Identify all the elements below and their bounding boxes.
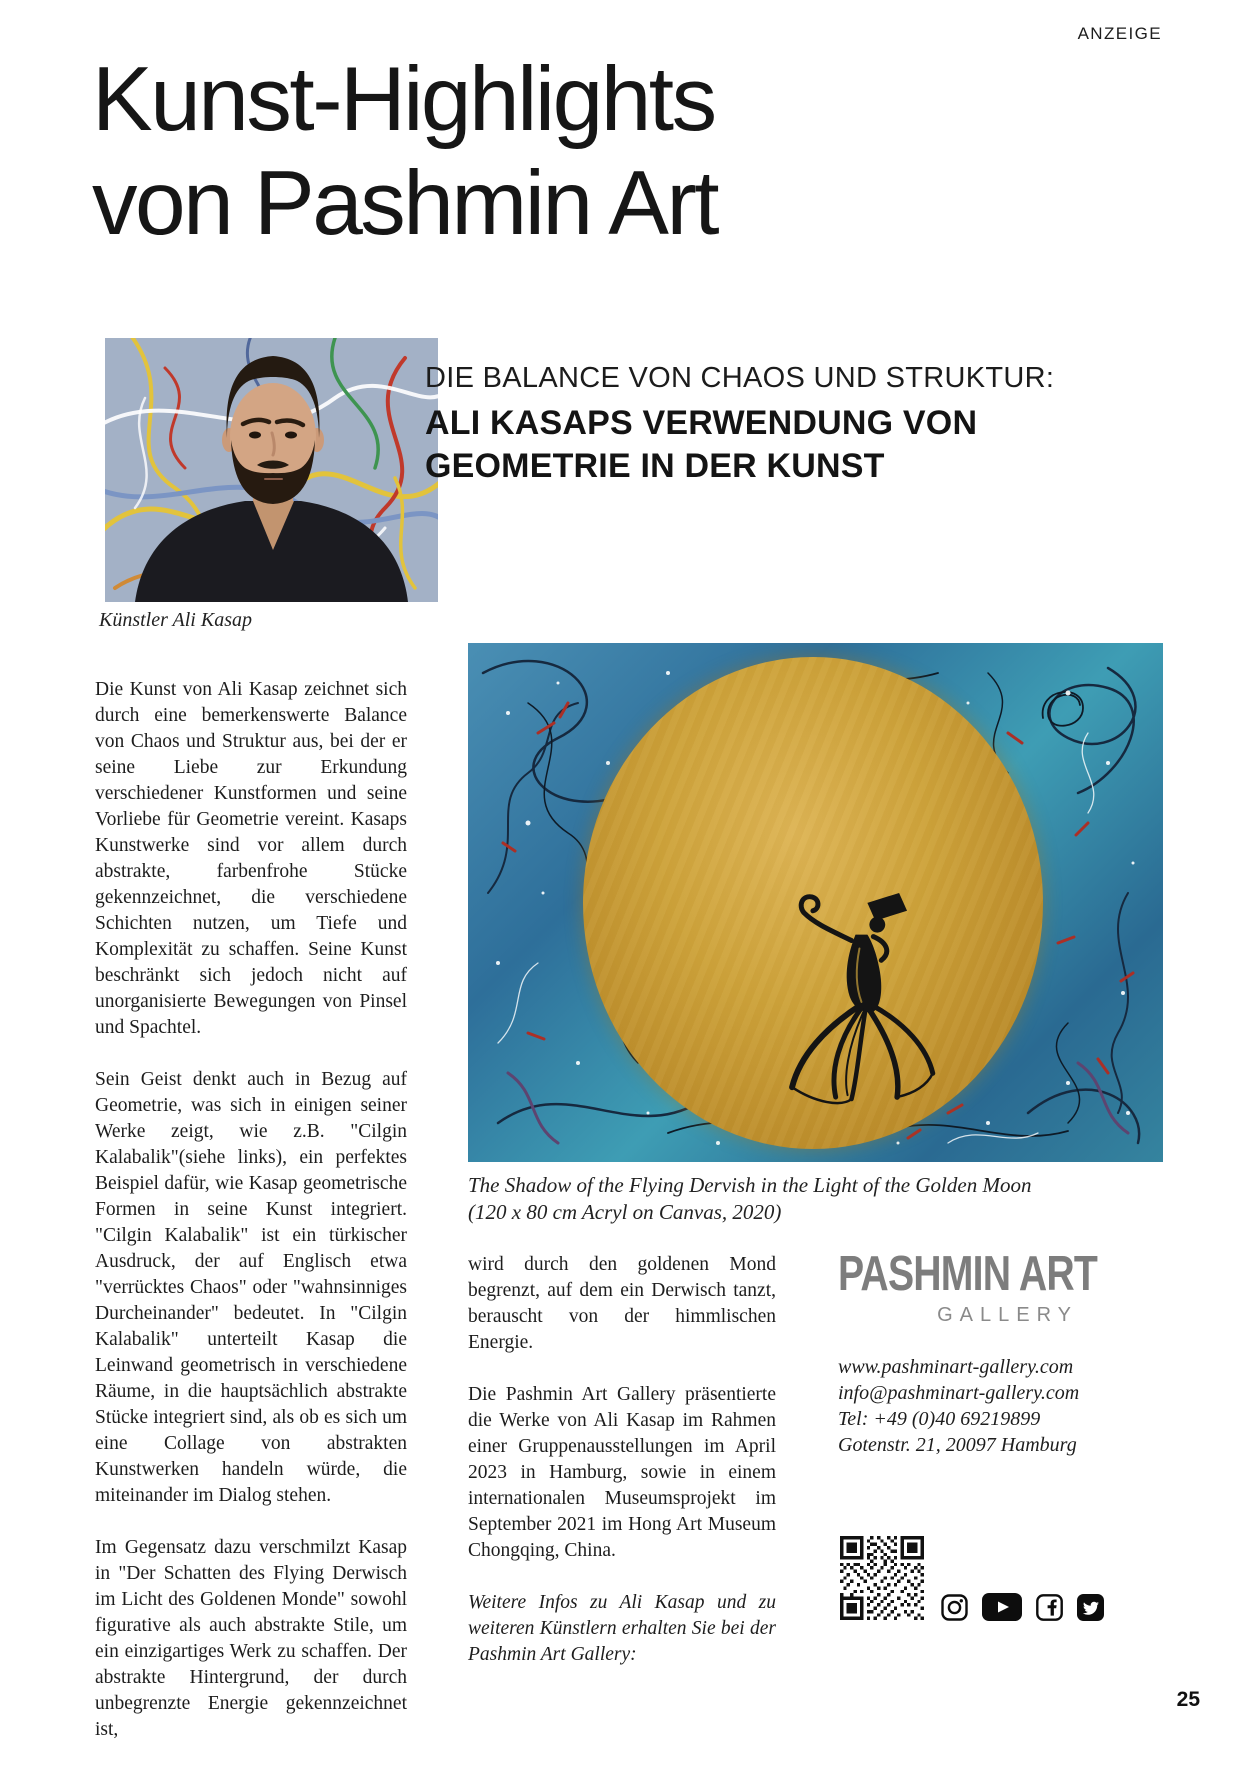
headline <box>425 402 977 488</box>
social-icons <box>941 1593 1104 1621</box>
paragraph: Die Kunst von Ali Kasap zeichnet sich durch eine bemerkenswerte Balance von Chaos und Struktur aus, bei der er seine Liebe zur Erkundung verschiedener Kunstformen und seine Vorliebe für Geometrie vereint. Kasaps Kunstwerke sind vor allem durch abstrakte, farbenfrohe Stücke gekennzeichnet, die verschiedene Schichten nutzen, um Tiefe und Komplexität zu schaffen. Seine Kunst beschränkt sich jedoch nicht auf unorganisierte Bewegungen von Pinsel und Spachtel. <box>95 679 407 1038</box>
instagram-icon[interactable] <box>941 1594 968 1621</box>
gallery-website-link[interactable]: www.pashminart-gallery.com <box>838 1356 1074 1378</box>
gallery-logo-wordmark: PASHMIN ART <box>838 1247 1098 1301</box>
paragraph: wird durch den goldenen Mond begrenzt, auf dem ein Derwisch tanzt, berauscht von der himmlischen Energie. <box>468 1254 776 1353</box>
gallery-phone: Tel: +49 (0)40 69219899 <box>838 1408 1041 1430</box>
paragraph: Sein Geist denkt auch in Bezug auf Geometrie, was sich in einigen seiner Werke zeigt, wie z.B. "Cilgin Kalabalik"(siehe links), ein perfektes Beispiel dafür, wie Kasap geometrische Formen in seine Kunst integriert. "Cilgin Kalabalik" ist ein türkischer Ausdruck, der auf Englisch etwa "verrücktes Chaos" oder "wahnsinniges Durcheinander" bedeutet. In "Cilgin Kalabalik" unterteilt Kasap die Leinwand geometrisch in verschiedene Räume, in die hauptsächlich abstrakte Stücke integriert sind, als ob es sich um eine Collage von abstrakten Kunstwerken handeln würde, die miteinander im Dialog stehen. <box>95 1069 407 1506</box>
gallery-logo <box>838 1247 1098 1327</box>
article-left-column <box>95 677 407 1769</box>
page-number: 25 <box>1176 1688 1200 1711</box>
artist-photo-illustration <box>105 338 438 602</box>
ad-label: ANZEIGE <box>1077 24 1162 43</box>
headline-line2: GEOMETRIE IN DER KUNST <box>425 447 885 485</box>
headline-kicker: DIE BALANCE VON CHAOS UND STRUKTUR: <box>425 362 1055 394</box>
paragraph: Die Pashmin Art Gallery präsentierte die Werke von Ali Kasap im Rahmen einer Gruppenausstellungen im April 2023 in Hamburg, sowie in einem internationalen Museumsprojekt im September 2021 im Hong Art Museum Chongqing, China. <box>468 1384 776 1561</box>
info-note: Weitere Infos zu Ali Kasap und zu weiteren Künstlern erhalten Sie bei der Pashmin Art Gallery: <box>468 1592 776 1665</box>
gallery-logo-subtitle: GALLERY <box>937 1304 1078 1326</box>
article-middle-column <box>468 1252 776 1694</box>
gallery-address: Gotenstr. 21, 20097 Hamburg <box>838 1434 1077 1456</box>
artist-photo <box>105 338 438 602</box>
artwork-caption-details: (120 x 80 cm Acryl on Canvas, 2020) <box>468 1200 782 1224</box>
qr-code-graphic <box>840 1536 924 1620</box>
artwork-image <box>468 643 1163 1162</box>
gallery-contact <box>838 1354 1079 1458</box>
page-title-line1: Kunst-Highlights <box>92 49 715 150</box>
qr-code[interactable] <box>840 1536 924 1620</box>
headline-line1: ALI KASAPS VERWENDUNG VON <box>425 404 978 442</box>
paragraph: Im Gegensatz dazu verschmilzt Kasap in "Der Schatten des Flying Derwisch im Licht des Goldenen Monde" sowohl figurative als auch abstrakte Stile, um ein einzigartiges Werk zu schaffen. Der abstrakte Hintergrund, der durch unbegrenzte Energie gekennzeichnet ist, <box>95 1537 407 1740</box>
youtube-icon[interactable] <box>982 1593 1022 1621</box>
whirling-dervish-silhouette <box>753 889 958 1107</box>
artwork-caption <box>468 1172 1031 1226</box>
twitter-icon[interactable] <box>1077 1594 1104 1621</box>
artwork-caption-title: The Shadow of the Flying Dervish in the Light of the Golden Moon <box>468 1173 1032 1197</box>
gallery-email-link[interactable]: info@pashminart-gallery.com <box>838 1382 1080 1404</box>
facebook-icon[interactable] <box>1036 1594 1063 1621</box>
page-title-line2: von Pashmin Art <box>92 153 718 254</box>
page-title <box>92 48 717 256</box>
artist-photo-caption: Künstler Ali Kasap <box>99 609 252 631</box>
